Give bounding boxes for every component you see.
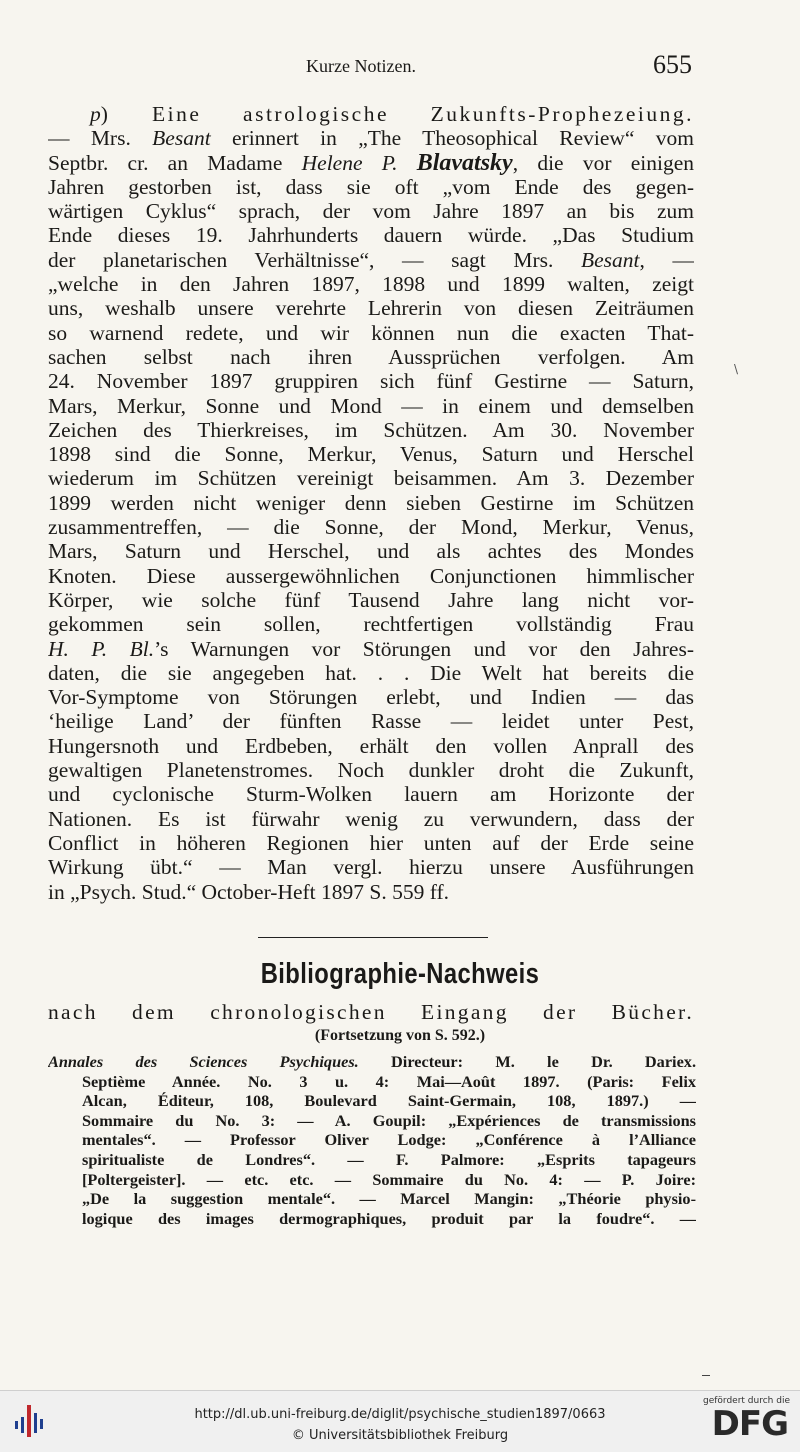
text-line [48, 515, 694, 539]
text-run: Zeichen des Thierkreises, im Schützen. Am 30. November [48, 417, 694, 442]
text-run: „welche in den Jahren 1897, 1898 und 1899 walten, zeigt [48, 272, 694, 297]
text-line [48, 685, 694, 709]
entry-line [48, 1209, 696, 1229]
bibliography-entries [48, 1052, 696, 1228]
text-run: Ende dieses 19. Jahrhunderts dauern würde. „Das Studium [48, 223, 694, 248]
text-line [48, 880, 694, 904]
text-line [48, 588, 694, 612]
permalink-url[interactable]: http://dl.ub.uni-freiburg.de/diglit/psychische_studien1897/0663 [194, 1407, 606, 1422]
text-run: Mars, Saturn und Herschel, und als achtes des Mondes [48, 539, 694, 564]
entry-line [48, 1130, 696, 1150]
text-run: , die vor einigen [512, 150, 694, 175]
text-line [48, 564, 694, 588]
text-run: [Poltergeister]. — etc. etc. — Sommaire du No. 4: — P. Joire: [82, 1169, 696, 1189]
bibliography-continuation: (Fortsetzung von S. 592.) [314, 1027, 486, 1044]
text-line [48, 782, 694, 806]
text-line [48, 272, 694, 296]
text-run: Helene P. [301, 150, 398, 175]
text-line [48, 758, 694, 782]
text-run: logique des images dermographiques, produit par la foudre“. — [82, 1208, 696, 1228]
entry-line [48, 1072, 696, 1092]
text-run: gewaltigen Planetenstromes. Noch dunkler droht die Zukunft, [48, 758, 694, 783]
text-run: Knoten. Diese aussergewöhnlichen Conjunctionen himmlischer [48, 563, 694, 588]
text-run: — Mrs. [48, 126, 153, 151]
text-run: mentales“. — Professor Oliver Lodge: „Conférence à l’Alliance [82, 1130, 696, 1150]
text-line [48, 734, 694, 758]
text-run: Vor-Symptome von Störungen erlebt, und Indien — das [48, 685, 694, 710]
text-line [48, 709, 694, 733]
text-run: Annales des Sciences Psychiques. [48, 1052, 359, 1071]
corner-mark [702, 1375, 710, 1376]
text-line [48, 102, 694, 126]
entry-line [48, 1189, 696, 1209]
text-run: , — [639, 247, 694, 272]
text-run: zusammentreffen, — die Sonne, der Mond, Merkur, Venus, [48, 515, 694, 540]
text-run: Blavatsky [416, 150, 513, 175]
text-run: Sommaire du No. 3: — A. Goupil: „Expériences de transmissions [82, 1110, 696, 1130]
text-line [48, 491, 694, 515]
entry-line [48, 1052, 696, 1072]
text-run: wiederum im Schützen vereinigt beisammen. Am 3. Dezember [48, 466, 694, 491]
section-divider [258, 937, 488, 938]
text-run: ‘heilige Land’ der fünften Rasse — leidet unter Pest, [48, 709, 694, 734]
text-run: Besant [152, 126, 211, 151]
running-title: Kurze Notizen. [306, 56, 416, 76]
text-line [48, 466, 694, 490]
sponsor-caption: gefördert durch die [703, 1396, 790, 1406]
text-run: Wirkung übt.“ — Man vergl. hierzu unsere Ausführungen [48, 855, 694, 880]
text-run: gekommen sein sollen, rechtfertigen vollständig Frau [48, 612, 694, 637]
bibliography-heading: Bibliographie-Nachweis [260, 958, 540, 990]
text-line [48, 831, 694, 855]
text-run: Jahren gestorben ist, dass sie oft „vom Ende des gegen- [48, 174, 694, 199]
copyright-notice: © Universitätsbibliothek Freiburg [291, 1428, 509, 1443]
text-run: daten, die sie angegeben hat. . . Die Welt hat bereits die [48, 660, 694, 685]
text-run: H. P. Bl. [48, 636, 155, 661]
text-run: spiritualiste de Londres“. — F. Palmore: „Esprits tapageurs [82, 1149, 696, 1169]
text-run: wärtigen Cyklus“ sprach, der vom Jahre 1897 an bis zum [48, 199, 694, 224]
text-line [48, 855, 694, 879]
text-run: Septième Année. No. 3 u. 4: Mai—Août 1897. (Paris: Felix [82, 1071, 696, 1091]
text-run: der planetarischen Verhältnisse“, — sagt Mrs. [48, 247, 581, 272]
margin-mark: \ [734, 362, 739, 376]
text-run: Nationen. Es ist fürwahr wenig zu verwundern, dass der [48, 806, 694, 831]
text-run: 24. November 1897 gruppiren sich fünf Gestirne — Saturn, [48, 369, 694, 394]
text-line [48, 321, 694, 345]
entry-line [48, 1091, 696, 1111]
text-line [48, 248, 694, 272]
text-line [48, 612, 694, 636]
text-line [48, 175, 694, 199]
text-run: Hungersnoth und Erdbeben, erhält den vollen Anprall des [48, 733, 694, 758]
text-line [48, 418, 694, 442]
entry-line [48, 1150, 696, 1170]
text-line [48, 539, 694, 563]
text-line [48, 296, 694, 320]
text-line [48, 442, 694, 466]
text-run [397, 151, 416, 175]
text-run: Directeur: M. le Dr. Dariex. [358, 1052, 696, 1071]
text-line [48, 807, 694, 831]
text-line [48, 661, 694, 685]
entry-line [48, 1111, 696, 1131]
text-run: so warnend redete, und wir können nun die exacten That- [48, 320, 694, 345]
text-run: „De la suggestion mentale“. — Marcel Mangin: „Théorie physio- [82, 1189, 696, 1209]
text-run: uns, weshalb unsere verehrte Lehrerin von diesen Zeiträumen [48, 296, 694, 321]
text-line [48, 394, 694, 418]
text-line [48, 369, 694, 393]
text-run: sachen selbst nach ihren Aussprüchen verfolgen. Am [48, 344, 694, 369]
text-run: Mars, Merkur, Sonne und Mond — in einem und demselben [48, 393, 694, 418]
text-run: Besant [580, 247, 640, 272]
text-line [48, 223, 694, 247]
article-body [48, 102, 694, 904]
text-line [48, 637, 694, 661]
text-run: erinnert in „The Theosophical Review“ vom [210, 126, 694, 151]
bibliography-subheading: nach dem chronologischen Eingang der Bücher. [48, 1000, 694, 1024]
text-line [48, 151, 694, 175]
text-run: Alcan, Éditeur, 108, Boulevard Saint-Germain, 108, 1897.) — [82, 1091, 696, 1111]
page-number: 655 [653, 50, 692, 79]
text-run: p [90, 102, 101, 126]
footer-bar [0, 1390, 800, 1452]
text-line [48, 199, 694, 223]
dfg-logo[interactable]: DFG [711, 1404, 788, 1444]
text-run: ’s Warnungen vor Störungen und vor den Jahres- [154, 636, 694, 661]
text-run: Körper, wie solche fünf Tausend Jahre lang nicht vor- [48, 587, 694, 612]
text-run: und cyclonische Sturm-Wolken lauern am Horizonte der [48, 782, 694, 807]
text-line [48, 345, 694, 369]
text-line [48, 126, 694, 150]
running-header [306, 50, 696, 86]
text-run: 1898 sind die Sonne, Merkur, Venus, Saturn und Herschel [48, 442, 694, 467]
text-run: Conflict in höheren Regionen hier unten auf der Erde seine [48, 830, 694, 855]
text-run: 1899 werden nicht weniger denn sieben Gestirne im Schützen [48, 490, 694, 515]
text-run: Septbr. cr. an Madame [48, 150, 302, 175]
text-run: in „Psych. Stud.“ October-Heft 1897 S. 559 ff. [48, 879, 450, 904]
text-run: ) Eine astrologische Zukunfts-Prophezeiung. [100, 102, 694, 126]
entry-line [48, 1170, 696, 1190]
